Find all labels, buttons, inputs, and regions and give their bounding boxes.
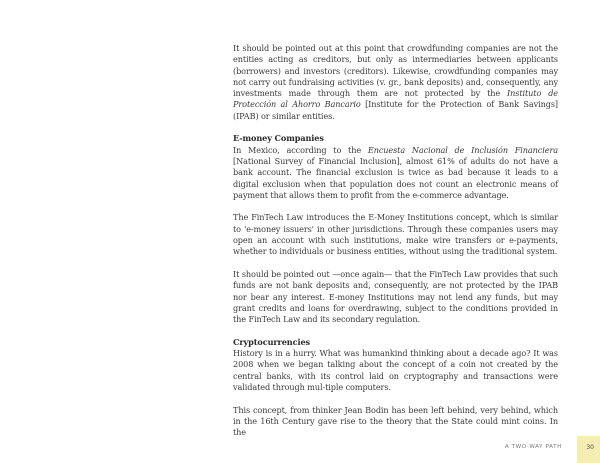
text-run: [National Survey of Financial Inclusion], almost 61% of adults do not have a bank account. The financial exclusion is twice as bad because it leads to a digital exclusion when that population does not count an electronic means of payment that allows them to profit from the e-commerce advantage. — [233, 155, 558, 200]
page-body — [233, 43, 558, 450]
page-number: 30 — [586, 444, 594, 451]
section-heading-crypto: Cryptocurrencies — [233, 336, 310, 347]
section-heading-emoney: E-money Companies — [233, 133, 324, 144]
text-run: In Mexico, according to the — [233, 144, 368, 155]
text-run: It should be pointed out at this point that crowdfunding companies are not the entities acting as creditors, but only as intermediaries between applicants (borrowers) and investors (creditors). Likewise, crowdfunding companies may not carry out fundraising activities (v. gr., bank deposits) and, consequently, any investments made through them are not protected by the — [233, 43, 558, 99]
page-number-badge — [577, 436, 600, 463]
italic-text: Encuesta Nacional de Inclusión Financiera — [367, 144, 558, 155]
running-footer-title: A TWO-WAY PATH — [504, 444, 562, 450]
paragraph — [233, 145, 558, 201]
paragraph: History is in a hurry. What was humankind thinking about a decade ago? It was 2008 when we began talking about the concept of a coin not created by the central banks, with its control laid on cryptography and transactions were validated through mul-tiple computers. — [233, 348, 558, 392]
paragraph: The FinTech Law introduces the E-Money Institutions concept, which is similar to 'e-money issuers' in other jurisdictions. Through these companies users may open an account with such institutions, make wire transfers or e-payments, whether to individuals or business entities, without using the traditional system. — [233, 212, 558, 257]
page-footer — [470, 436, 600, 463]
paragraph: This concept, from thinker Jean Bodin has been left behind, very behind, which in the 16th Century gave rise to the theory that the State could mint coins. In the — [233, 404, 558, 438]
paragraph: It should be pointed out —once again— that the FinTech Law provides that such funds are not bank deposits and, consequently, are not protected by the IPAB nor bear any interest. E-money Institutions may not lend any funds, but may grant credits and loans for overdrawing, subject to the conditions provided in the FinTech Law and its secondary regulation. — [233, 268, 558, 325]
italic-text: Instituto de Protección al Ahorro Bancario — [233, 88, 559, 110]
paragraph — [233, 43, 558, 122]
text-run: [Institute for the Protection of Bank Savings] (IPAB) or similar entities. — [233, 99, 558, 121]
